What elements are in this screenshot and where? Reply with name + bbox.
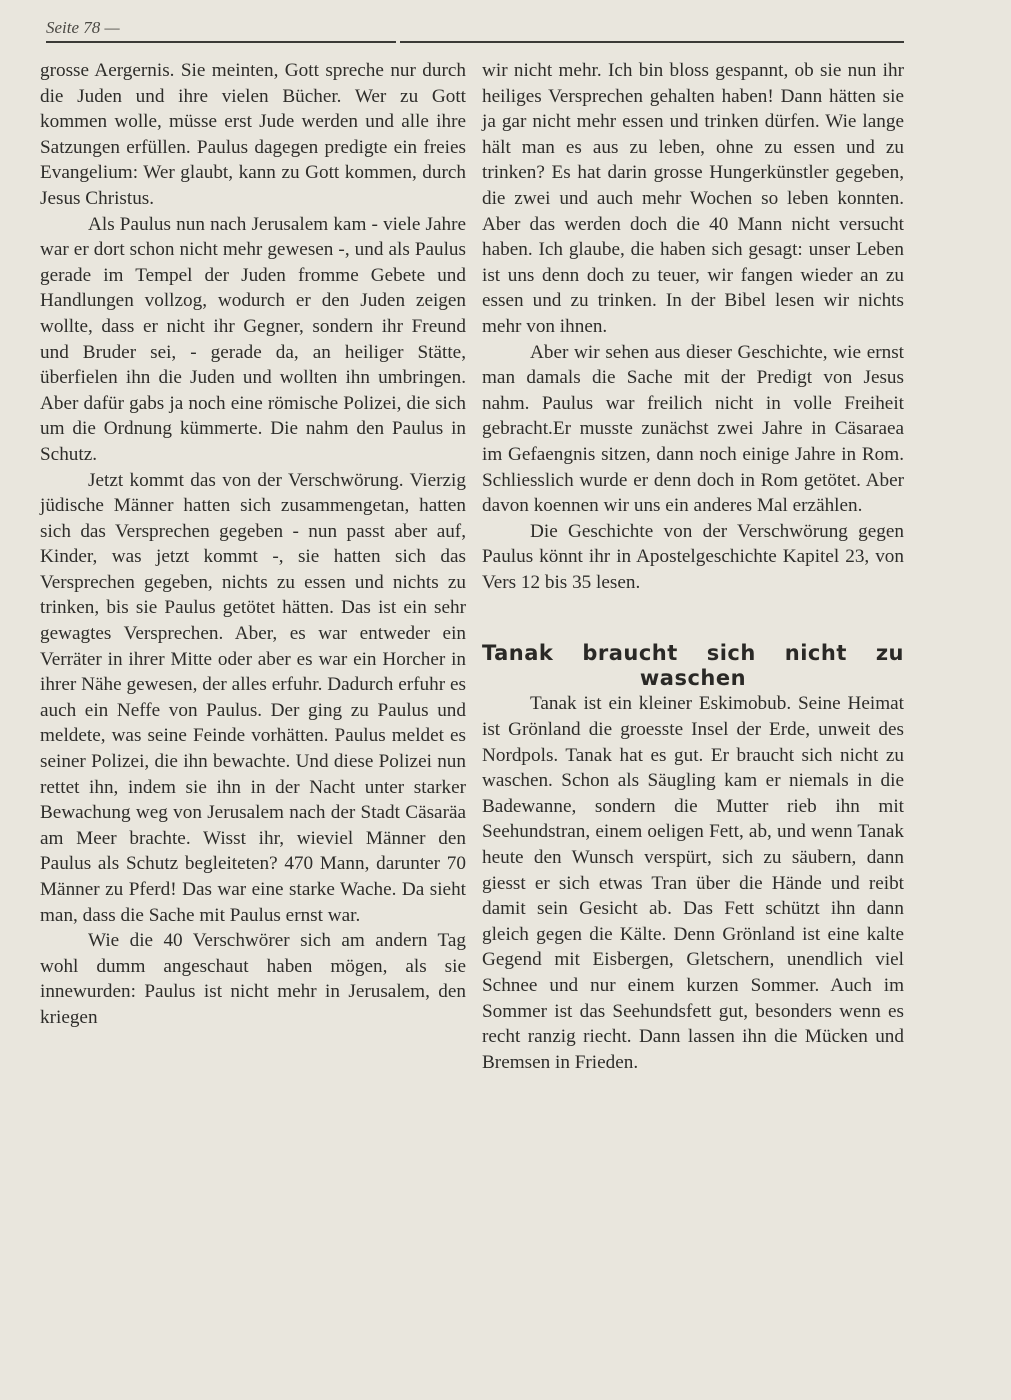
page-folio: Seite 78 — <box>46 18 120 37</box>
article-heading-line2: waschen <box>639 666 747 691</box>
paragraph: Jetzt kommt das von der Verschwörung. Vierzig jüdische Männer hatten sich zusammengetan, hatten sich das Versprechen gegeben - nun passt aber auf, Kinder, was jetzt kommt -, sie hatten sich das Versprechen gegeben, nichts zu essen und nichts zu trinken, bis sie Paulus getötet hätten. Das ist ein sehr gewagtes Versprechen. Aber, es war entweder ein Verräter in ihrer Mitte oder aber es war ein Horcher in ihrer Nähe gewesen, der alles erfuhr. Dadurch erfuhr es auch ein Neffe von Paulus. Der ging zu Paulus und meldete, was seine Feinde vorhätten. Paulus meldet es seiner Polizei, die ihn bewachte. Und diese Polizei nun rettet ihn, indem sie ihn in der Nacht unter starker Bewachung weg von Jerusalem nach der Stadt Cäsaräa am Meer brachte. Wisst ihr, wieviel Männer den Paulus als Schutz begleiteten? 470 Mann, darunter 70 Männer zu Pferd! Das war eine starke Wache. Da sieht man, dass die Sache mit Paulus ernst war. <box>40 469 466 926</box>
article-paragraph: Tanak ist ein kleiner Eskimobub. Seine Heimat ist Grönland die groesste Insel der Erde, unweit des Nordpols. Tanak hat es gut. Er braucht sich nicht zu waschen. Schon als Säugling kam er niemals in die Badewanne, sondern die Mutter rieb ihn mit Seehundstran, einem oeligen Fett, ab, und wenn Tanak heute den Wunsch verspürt, sich zu säubern, dann giesst er sich etwas Tran über die Hände und reibt damit sein Gesicht ab. Das Fett schützt ihn dann gleich gegen die Kälte. Denn Grönland ist eine kalte Gegend mit Eisbergen, Gletschern, unendlich viel Schnee und nur einem kurzen Sommer. Auch im Sommer ist das Seehundsfett gut, besonders wenn es recht ranzig riecht. Dann lassen ihn die Mücken und Bremsen in Frieden. <box>482 693 904 1073</box>
paragraph: grosse Aergernis. Sie meinten, Gott spreche nur durch die Juden und ihre vielen Bücher. Wer zu Gott kommen wolle, müsse erst Jude werden und alle ihre Satzungen erfüllen. Paulus dagegen predigte ein freies Evangelium: Wer glaubt, kann zu Gott kommen, durch Jesus Christus. <box>40 60 466 209</box>
article-heading-line1: Tanak braucht sich nicht zu <box>482 641 904 666</box>
left-column <box>40 58 466 1031</box>
article-heading <box>482 641 904 691</box>
paragraph: Aber wir sehen aus dieser Geschichte, wie ernst man damals die Sache mit der Predigt von Jesus nahm. Paulus war freilich nicht in volle Freiheit gebracht.Er musste zunächst zwei Jahre in Cäsaraea im Gefaengnis sitzen, dann noch einige Jahre in Rom. Schliesslich wurde er denn doch in Rom getötet. Aber davon koennen wir uns ein anderes Mal erzählen. <box>482 341 904 517</box>
paragraph: Wie die 40 Verschwörer sich am andern Tag wohl dumm angeschaut haben mögen, als sie innewurden: Paulus ist nicht mehr in Jerusalem, den kriegen <box>40 930 466 1028</box>
header-rule-right <box>400 41 904 43</box>
right-column <box>482 58 904 1075</box>
paragraph: Die Geschichte von der Verschwörung gegen Paulus könnt ihr in Apostelgeschichte Kapitel 23, von Vers 12 bis 35 lesen. <box>482 520 904 593</box>
paragraph: wir nicht mehr. Ich bin bloss gespannt, ob sie nun ihr heiliges Versprechen gehalten haben! Dann hätten sie ja gar nicht mehr essen und trinken dürfen. Wie lange hält man es aus zu leben, ohne zu essen und zu trinken? Es hat darin grosse Hungerkünstler gegeben, die zwei und auch mehr Wochen so leben konnten. Aber das werden doch die 40 Mann nicht versucht haben. Ich glaube, die haben sich gesagt: unser Leben ist uns denn doch zu teuer, wir fangen wieder an zu essen und zu trinken. In der Bibel lesen wir nichts mehr von ihnen. <box>482 60 904 337</box>
paragraph: Als Paulus nun nach Jerusalem kam - viele Jahre war er dort schon nicht mehr gewesen -, und als Paulus gerade im Tempel der Juden fromme Gebete und Handlungen vollzog, wodurch er den Juden zeigen wollte, dass er nicht ihr Gegner, sondern ihr Freund und Bruder sei, - gerade da, an heiliger Stätte, überfielen ihn die Juden und wollten ihn umbringen. Aber dafür gabs ja noch eine römische Polizei, die sich um die Ordnung kümmerte. Die nahm den Paulus in Schutz. <box>40 213 466 465</box>
header-rule-left <box>46 41 396 43</box>
